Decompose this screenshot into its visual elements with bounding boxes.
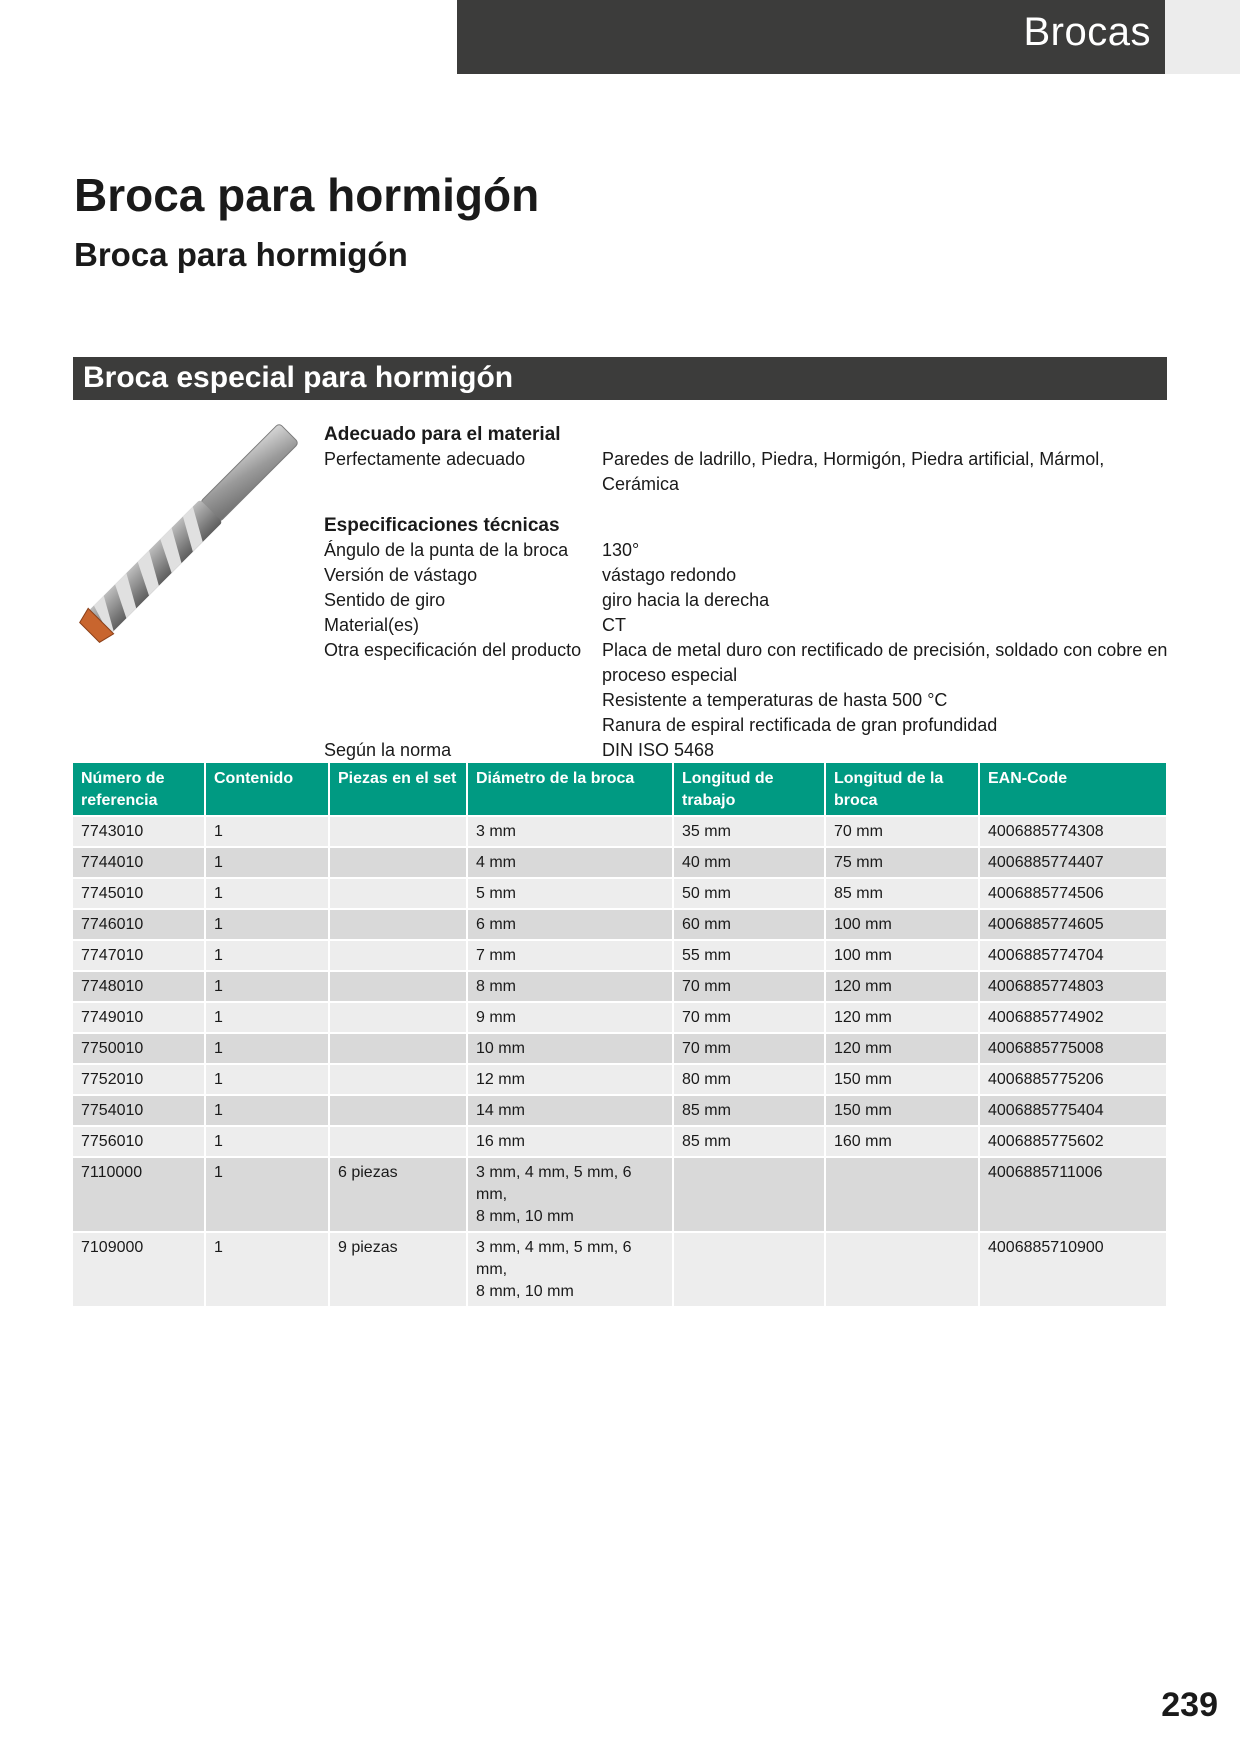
drill-bit-image <box>70 412 310 652</box>
table-cell: 100 mm <box>826 908 980 939</box>
table-cell: 4006885775008 <box>980 1032 1166 1063</box>
table-cell: 6 mm <box>468 908 674 939</box>
table-cell: 4006885774902 <box>980 1001 1166 1032</box>
table-cell: 7750010 <box>73 1032 206 1063</box>
spec-value-line: Ranura de espiral rectificada de gran profundidad <box>602 715 998 735</box>
table-row <box>73 877 1166 908</box>
table-cell: 1 <box>206 1125 330 1156</box>
table-cell <box>330 877 468 908</box>
table-cell: 4006885774407 <box>980 846 1166 877</box>
header-tab <box>1165 0 1240 74</box>
table-cell: 7745010 <box>73 877 206 908</box>
spec-value: 130° <box>602 540 640 560</box>
table-cell: 7756010 <box>73 1125 206 1156</box>
column-header-line: trabajo <box>682 792 736 809</box>
table-cell: 4006885775404 <box>980 1094 1166 1125</box>
table-cell: 70 mm <box>826 815 980 846</box>
table-cell: 35 mm <box>674 815 826 846</box>
table-cell: 7746010 <box>73 908 206 939</box>
column-header <box>206 763 330 815</box>
table-cell: 4006885710900 <box>980 1231 1166 1306</box>
table-cell: 8 mm <box>468 970 674 1001</box>
spec-value <box>602 638 1169 738</box>
page-subtitle: Broca para hormigón <box>74 236 408 273</box>
table-header-row <box>73 763 1166 815</box>
column-header-line: Diámetro de la broca <box>476 770 635 787</box>
table-cell: 1 <box>206 1032 330 1063</box>
table-cell <box>330 908 468 939</box>
column-header-line: Número de <box>81 770 165 787</box>
technical-heading: Especificaciones técnicas <box>324 515 560 536</box>
table-cell: 4006885774605 <box>980 908 1166 939</box>
table-row <box>73 1094 1166 1125</box>
spec-label: Ángulo de la punta de la broca <box>324 540 569 560</box>
table-cell: 4006885711006 <box>980 1156 1166 1231</box>
table-cell: 1 <box>206 1094 330 1125</box>
spec-row <box>324 538 1169 563</box>
spec-value: vástago redondo <box>602 565 737 585</box>
spec-value-line: Placa de metal duro con rectificado de precisión, soldado con cobre en <box>602 640 1168 660</box>
column-header-line: Longitud de la <box>834 770 944 787</box>
table-cell: 1 <box>206 1231 330 1306</box>
table-cell: 40 mm <box>674 846 826 877</box>
column-header <box>468 763 674 815</box>
spec-label: Versión de vástago <box>324 565 478 585</box>
spec-row-other <box>324 638 1169 738</box>
spec-row-norm <box>324 738 1169 763</box>
table-cell: 7744010 <box>73 846 206 877</box>
column-header-line: Contenido <box>214 770 294 787</box>
table-cell: 14 mm <box>468 1094 674 1125</box>
table-cell: 6 piezas <box>330 1156 468 1231</box>
table-cell: 80 mm <box>674 1063 826 1094</box>
spec-label: Material(es) <box>324 615 420 635</box>
table-row <box>73 939 1166 970</box>
spec-value: Paredes de ladrillo, Piedra, Hormigón, Piedra artificial, Mármol, Cerámica <box>602 449 1105 494</box>
table-cell: 10 mm <box>468 1032 674 1063</box>
table-cell <box>330 939 468 970</box>
table-cell <box>330 846 468 877</box>
table-cell: 3 mm, 4 mm, 5 mm, 6 mm, 8 mm, 10 mm <box>468 1156 674 1231</box>
table-row <box>73 815 1166 846</box>
table-cell: 1 <box>206 815 330 846</box>
page-number: 239 <box>1161 1686 1218 1724</box>
table-cell: 7752010 <box>73 1063 206 1094</box>
table-cell: 55 mm <box>674 939 826 970</box>
table-cell <box>330 1094 468 1125</box>
header-bar <box>457 0 1165 74</box>
table-cell: 3 mm <box>468 815 674 846</box>
table-cell: 7743010 <box>73 815 206 846</box>
spec-label: Sentido de giro <box>324 590 446 610</box>
table-cell: 120 mm <box>826 1001 980 1032</box>
table-cell: 1 <box>206 1001 330 1032</box>
table-cell: 7109000 <box>73 1231 206 1306</box>
table-cell: 85 mm <box>674 1125 826 1156</box>
table-cell: 7748010 <box>73 970 206 1001</box>
table-cell: 160 mm <box>826 1125 980 1156</box>
table-cell: 4006885774506 <box>980 877 1166 908</box>
table-cell: 4006885774704 <box>980 939 1166 970</box>
table-cell: 4006885775602 <box>980 1125 1166 1156</box>
spec-value-line: proceso especial <box>602 665 738 685</box>
table-row <box>73 1231 1166 1306</box>
table-cell <box>826 1231 980 1306</box>
table-cell: 7110000 <box>73 1156 206 1231</box>
table-cell: 75 mm <box>826 846 980 877</box>
table-cell <box>330 1032 468 1063</box>
table-cell: 1 <box>206 877 330 908</box>
column-header <box>330 763 468 815</box>
table-cell: 100 mm <box>826 939 980 970</box>
section-bar <box>73 357 1167 400</box>
table-cell: 4 mm <box>468 846 674 877</box>
column-header <box>73 763 206 815</box>
table-cell: 1 <box>206 1156 330 1231</box>
table-cell: 70 mm <box>674 970 826 1001</box>
table-cell <box>330 1001 468 1032</box>
table-cell: 9 piezas <box>330 1231 468 1306</box>
table-cell: 120 mm <box>826 1032 980 1063</box>
material-heading: Adecuado para el material <box>324 424 561 445</box>
column-header-line: EAN-Code <box>988 770 1068 787</box>
table-cell: 70 mm <box>674 1001 826 1032</box>
header-category: Brocas <box>1023 10 1151 54</box>
table-cell <box>330 1063 468 1094</box>
table-cell: 4006885774803 <box>980 970 1166 1001</box>
table-cell: 5 mm <box>468 877 674 908</box>
spec-value-line: Resistente a temperaturas de hasta 500 °C <box>602 690 948 710</box>
table-row <box>73 1032 1166 1063</box>
table-cell: 1 <box>206 939 330 970</box>
table-cell <box>826 1156 980 1231</box>
table-row <box>73 908 1166 939</box>
table-row <box>73 970 1166 1001</box>
spec-row <box>324 613 1169 638</box>
column-header-line: Piezas en el set <box>338 770 457 787</box>
table-cell: 16 mm <box>468 1125 674 1156</box>
spec-value: CT <box>602 615 626 635</box>
table-cell: 4006885774308 <box>980 815 1166 846</box>
column-header <box>674 763 826 815</box>
column-header-line: Longitud de <box>682 770 774 787</box>
page-title: Broca para hormigón <box>74 169 540 221</box>
column-header <box>826 763 980 815</box>
table-cell <box>674 1156 826 1231</box>
spec-label: Según la norma <box>324 740 452 760</box>
table-cell: 7 mm <box>468 939 674 970</box>
table-cell: 1 <box>206 846 330 877</box>
spec-label: Otra especificación del producto <box>324 640 582 660</box>
table-cell: 12 mm <box>468 1063 674 1094</box>
table-cell <box>330 1125 468 1156</box>
table-cell: 7747010 <box>73 939 206 970</box>
spec-label: Perfectamente adecuado <box>324 449 526 469</box>
table-cell: 1 <box>206 908 330 939</box>
section-title: Broca especial para hormigón <box>83 361 514 394</box>
table-cell: 9 mm <box>468 1001 674 1032</box>
table-body <box>73 815 1166 1306</box>
table-cell: 60 mm <box>674 908 826 939</box>
table-cell: 1 <box>206 1063 330 1094</box>
table-cell: 7749010 <box>73 1001 206 1032</box>
table-cell: 85 mm <box>674 1094 826 1125</box>
table-cell: 120 mm <box>826 970 980 1001</box>
product-table <box>73 763 1166 1306</box>
table-cell: 85 mm <box>826 877 980 908</box>
spec-value: giro hacia la derecha <box>602 590 770 610</box>
column-header-line: broca <box>834 792 878 809</box>
table-row <box>73 1063 1166 1094</box>
table-row <box>73 1001 1166 1032</box>
column-header-line: referencia <box>81 792 158 809</box>
table-cell: 1 <box>206 970 330 1001</box>
table-cell: 150 mm <box>826 1063 980 1094</box>
table-row <box>73 1156 1166 1231</box>
table-cell: 150 mm <box>826 1094 980 1125</box>
column-header <box>980 763 1166 815</box>
spec-row-material <box>324 447 1169 497</box>
spec-row <box>324 588 1169 613</box>
table-row <box>73 846 1166 877</box>
table-cell: 50 mm <box>674 877 826 908</box>
spec-row <box>324 563 1169 588</box>
table-cell: 7754010 <box>73 1094 206 1125</box>
specifications <box>324 422 1169 763</box>
table-cell <box>330 815 468 846</box>
table-cell: 3 mm, 4 mm, 5 mm, 6 mm, 8 mm, 10 mm <box>468 1231 674 1306</box>
table-cell <box>330 970 468 1001</box>
table-cell: 4006885775206 <box>980 1063 1166 1094</box>
table-row <box>73 1125 1166 1156</box>
table-cell <box>674 1231 826 1306</box>
table-cell: 70 mm <box>674 1032 826 1063</box>
spec-value: DIN ISO 5468 <box>602 740 715 760</box>
